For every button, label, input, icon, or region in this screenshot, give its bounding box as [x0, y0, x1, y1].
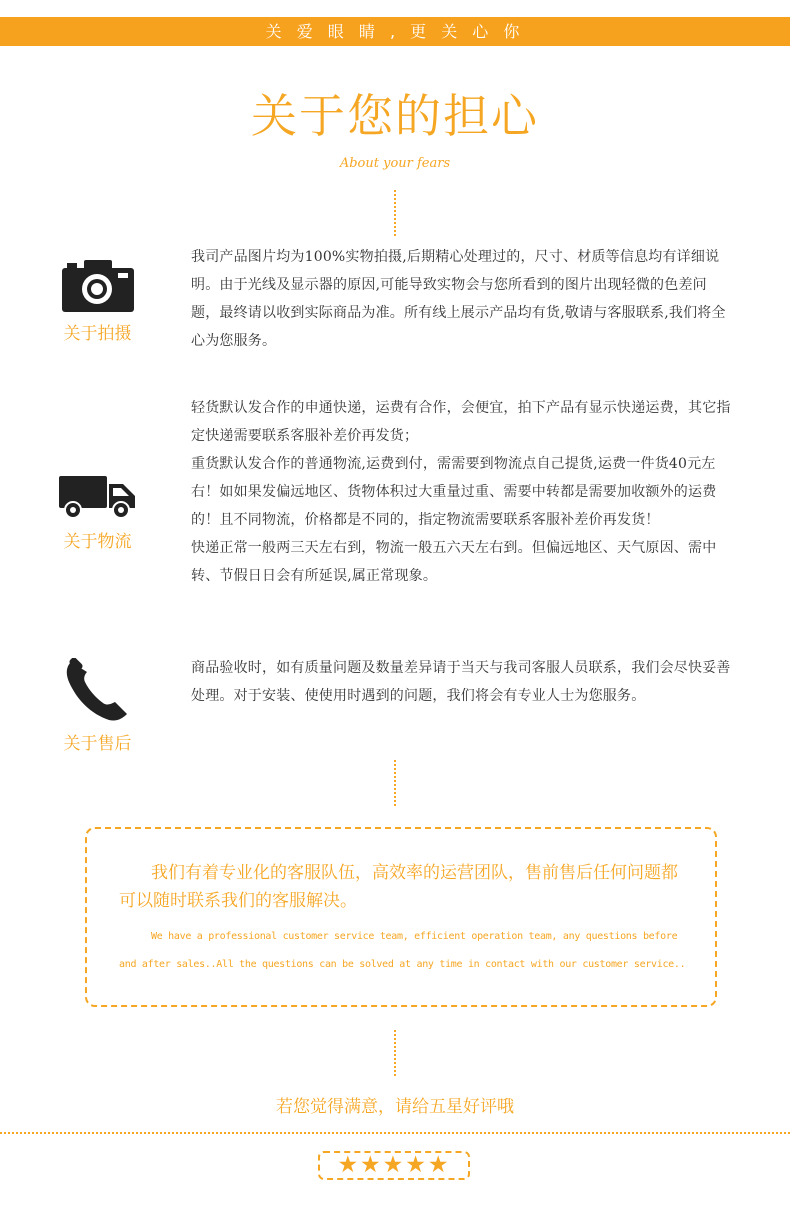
dotted-divider-bottom [394, 1030, 396, 1076]
dotted-divider-top [394, 190, 396, 236]
photo-section-icon-group [55, 258, 140, 346]
service-text-english: We have a professional customer service team, efficient operation team, any questions before and after sales..All the questions can be solved at any time in contact with our customer service.. [119, 931, 686, 970]
dotted-horizontal-divider [0, 1132, 790, 1134]
five-star-rating: ★★★★★ [318, 1151, 470, 1180]
section-label-photo: 关于拍摄 [63, 324, 132, 344]
aftersale-section-icon-group [55, 658, 140, 756]
paragraph: 我司产品图片均为100%实物拍摄,后期精心处理过的，尺寸、材质等信息均有详细说明。由于光线及显示器的原因,可能导致实物会与您所看到的图片出现轻微的色差问题，最终请以收到实际商品为准。所有线上展示产品均有货,敬请与客服联系,我们将全心为您服务。 [191, 249, 726, 349]
photo-section-text [191, 243, 731, 355]
dotted-divider-middle [394, 760, 396, 806]
service-text-chinese: 我们有着专业化的客服队伍，高效率的运营团队，售前售后任何问题都可以随时联系我们的客服解决。 [119, 863, 678, 911]
paragraph: 快递正常一般两三天左右到，物流一般五六天左右到。但偏远地区、天气原因、需中转、节假日日会有所延误,属正常现象。 [191, 540, 717, 584]
service-info-box [85, 827, 717, 1007]
page-title: 关于您的担心 [251, 89, 539, 143]
camera-icon [62, 258, 134, 312]
aftersale-section-text [191, 654, 731, 710]
paragraph: 商品验收时，如有质量问题及数量差异请于当天与我司客服人员联系，我们会尽快妥善处理。对于安装、使使用时遇到的问题，我们将会有专业人士为您服务。 [191, 660, 731, 704]
phone-icon [65, 658, 131, 722]
logistics-section-icon-group [55, 474, 140, 554]
logistics-section-text [191, 394, 731, 590]
page-subtitle: About your fears [339, 156, 451, 171]
truck-icon [57, 474, 139, 520]
rating-prompt: 若您觉得满意，请给五星好评哦 [276, 1097, 514, 1117]
paragraph: 重货默认发合作的普通物流,运费到付，需需要到物流点自己提货,运费一件货40元左右！如如果发偏远地区、货物体积过大重量过重、需要中转都是需要加收额外的运费的！且不同物流，价格都是不同的，指定物流需要联系客服补差价再发货！ [191, 456, 717, 528]
top-banner: 关 爱 眼 睛 , 更 关 心 你 [0, 17, 790, 46]
section-label-logistics: 关于物流 [63, 532, 132, 552]
section-label-aftersale: 关于售后 [63, 734, 132, 754]
paragraph: 轻货默认发合作的申通快递，运费有合作，会便宜，拍下产品有显示快递运费，其它指定快递需要联系客服补差价再发货； [191, 400, 731, 444]
